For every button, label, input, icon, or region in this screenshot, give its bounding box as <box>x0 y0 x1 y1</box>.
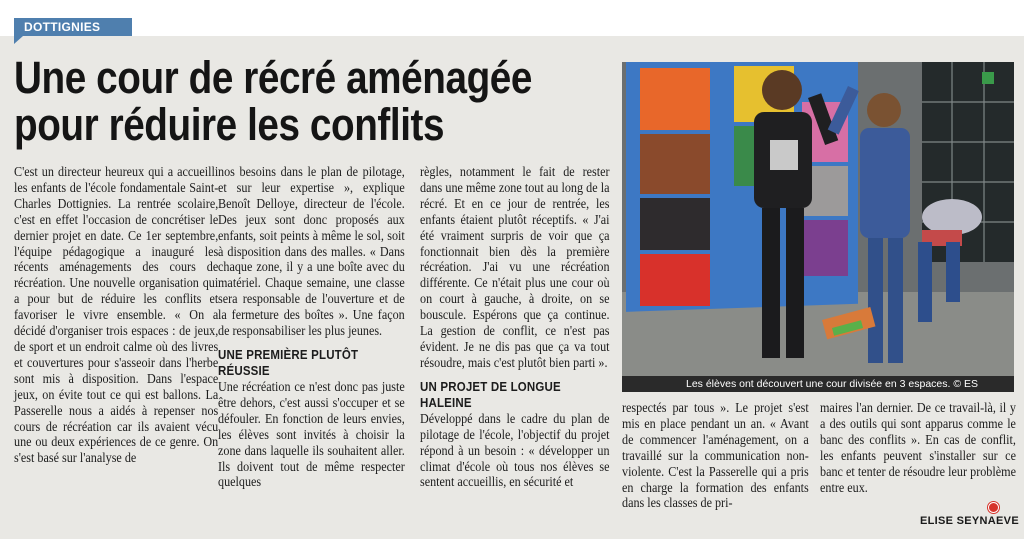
board-tile <box>640 68 710 130</box>
column-1-text: C'est un directeur heureux qui a accueilli les enfants de l'école fondamentale Saint-Charles Dottignies. La rentrée scolaire, c'est en effet l'occasion de concrétiser le dernier projet en date. Ce 1er septembre, l'équipe pédagogique a inauguré les récents aménagements des cours de récréation. Une nouvelle organisation qui a pour but de réduire les conflits et favoriser le vivre ensemble. « On a décidé d'organiser trois espaces : de jeux, de sport et un endroit calme où des livres et couvertures pour s'asseoir dans l'herbe sont mis à disposition. Dans l'espace jeux, on évite tout ce qui est ballons. La Passerelle nous a aidés à repenser nos cours de récréation car ils avaient vécu une ou deux expériences de ce genre. On s'est basé sur l'analyse de <box>14 164 219 466</box>
article-column-1 <box>14 164 218 466</box>
headline-line-2: pour réduire les conflits <box>14 99 445 150</box>
kicker-tail <box>14 36 23 44</box>
column-2-text-b: Une récréation ce n'est donc pas juste être dehors, c'est aussi s'occuper et se défouler. En fonction de leurs envies, les élèves sont invités à choisir la zone dans laquelle ils souhaitent aller. Ils doivent tout de même respecter quelques <box>218 378 405 490</box>
article-column-3 <box>420 164 610 490</box>
article-column-5 <box>820 400 1016 495</box>
subheading-long-project: UN PROJET DE LONGUE HALEINE <box>420 379 561 410</box>
headline <box>14 54 530 148</box>
section-kicker: DOTTIGNIES <box>14 18 132 36</box>
column-2-text-a: nos besoins dans le plan de pilotage, et sur leur expertise », explique Benoît Delloye, directeur de l'école. Des jeux sont donc proposés aux enfants, soit peints à même le sol, soit à disposition dans des malles. « Dans chaque zone, il y a une boîte avec du matériel. Chaque semaine, une classe sera responsable de l'ouverture et de la fermeture des boîtes ». Une façon de responsabiliser les plus jeunes. <box>218 164 405 339</box>
article-column-4 <box>622 400 809 511</box>
board-tile <box>640 198 710 250</box>
column-3-text-a: règles, notamment le fait de rester dans une même zone tout au long de la récré. Et en ce jour de rentrée, les enfants étaient plutôt réceptifs. « J'ai été vraiment surpris de voir que ça fonctionnait bien dès la première récréation. J'ai vu une récréation différente. Ce n'était plus une cour où on court à gauche, à droite, on se bouscule. Espérons que ça continue. La gestion de conflit, ce n'est pas évident. Je ne dis pas que ça va tout résoudre, mais c'est plutôt bien parti ». <box>420 164 610 370</box>
board-tile <box>640 134 710 194</box>
column-4-text: respectés par tous ». Le projet s'est mis en place pendant un an. « Avant de commencer l'aménagement, on a travaillé sur la communication non-violente. C'est la Passerelle qui a pris en charge la formation des enfants dans les classes de pri- <box>622 400 809 511</box>
author-byline: ELISE SEYNAEVE <box>920 515 1019 527</box>
subheading-first-success: UNE PREMIÈRE PLUTÔT RÉUSSIE <box>218 347 359 378</box>
article-column-2 <box>218 164 405 490</box>
board-tile <box>802 220 848 276</box>
board-tile <box>640 254 710 306</box>
column-3-text-b: Développé dans le cadre du plan de pilotage de l'école, l'objectif du projet répond à un besoin : « développer un climat d'école où tous nos élèves se sentent accueillis, en sécurité et <box>420 410 610 490</box>
headline-line-1: Une cour de récré aménagée <box>14 52 532 103</box>
photo-illustration <box>622 62 1014 392</box>
column-5-text: maires l'an dernier. De ce travail-là, il y a des outils qui sont apparus comme le banc des conflits ». En cas de conflit, les enfants peuvent s'installer sur ce banc et tenter de résoudre leur problème entre eux. <box>820 400 1016 495</box>
photo-caption: Les élèves ont découvert une cour divisée en 3 espaces. © ES <box>622 376 1014 392</box>
end-of-article-mark <box>988 502 999 513</box>
article-photo <box>622 62 1014 392</box>
